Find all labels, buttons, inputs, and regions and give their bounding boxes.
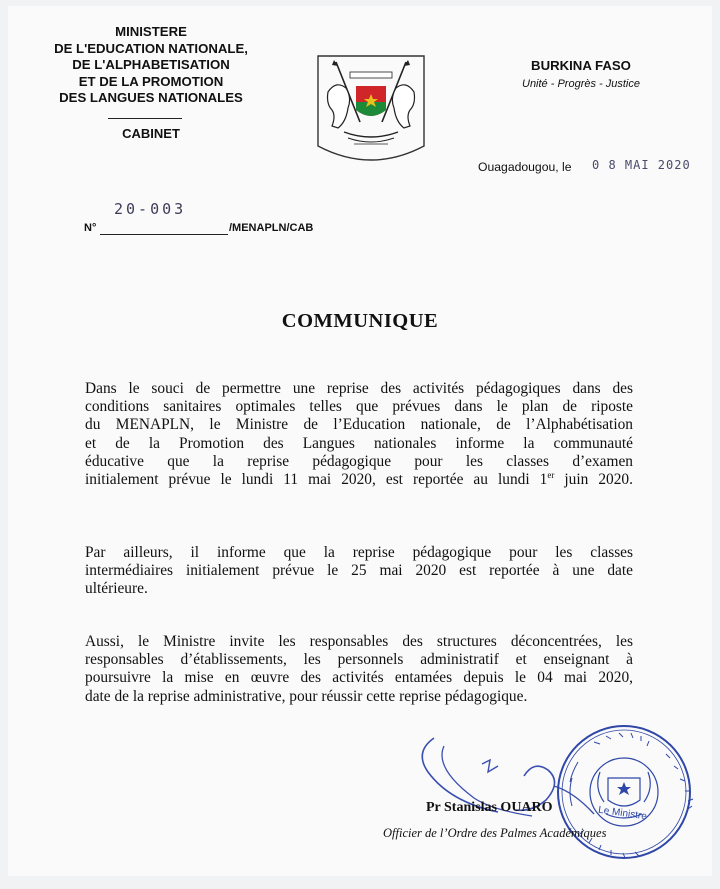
document-title: COMMUNIQUE [281, 310, 439, 332]
paragraph-line: conditions sanitaires optimales telles que prévues dans le plan de riposte [85, 398, 633, 416]
paragraph-line: et de la Promotion des Langues nationales informe la communauté [85, 434, 633, 452]
paragraph-line: Aussi, le Ministre invite les responsables des structures déconcentrées, les [85, 633, 633, 650]
ministry-line: ET DE LA PROMOTION [78, 73, 224, 89]
ordinal-suffix: er [547, 469, 555, 480]
reference-suffix: /MENAPLN/CAB [229, 222, 314, 234]
reference-prefix: N° [84, 222, 97, 234]
final-text: initialement prévue le lundi 11 mai 2020, est reportée au lundi 1 [85, 471, 548, 489]
ministry-line: DE L'ALPHABETISATION [72, 57, 230, 72]
paragraph-3 [85, 633, 633, 706]
paragraph-line-final [85, 471, 633, 489]
paragraph-line: responsables d’établissements, les personnels administratif et enseignant à [85, 651, 633, 669]
reference-underline [100, 234, 228, 235]
country-name: BURKINA FASO [531, 58, 631, 73]
reference-number: 20-003 [114, 200, 187, 218]
paragraph-line: intermédiaires initialement prévue le 25 mai 2020 est reportée à une date [85, 562, 633, 580]
paragraph-2 [85, 544, 633, 599]
national-motto: Unité - Progrès - Justice [522, 78, 640, 90]
cabinet-divider [108, 118, 182, 119]
ministry-header [26, 24, 276, 107]
ministry-line: DE L'EDUCATION NATIONALE, [54, 40, 248, 56]
official-seal-icon [554, 722, 694, 862]
ministry-line: DES LANGUES NATIONALES [59, 90, 243, 105]
place-date-label: Ouagadougou, le [478, 160, 572, 174]
date-stamp: 0 8 MAI 2020 [592, 158, 691, 172]
ministry-line: MINISTERE [115, 24, 187, 39]
final-text-end: juin 2020. [554, 471, 633, 489]
paragraph-line: date de la reprise administrative, pour réussir cette reprise pédagogique. [85, 687, 528, 705]
paragraph-line: du MENAPLN, le Ministre de l’Education nationale, de l’Alphabétisation [85, 416, 633, 434]
paragraph-line: poursuivre la mise en œuvre des activités entamées depuis le 04 mai 2020, [85, 669, 633, 687]
signatory-title: Officier de l’Ordre des Palmes Académiques [383, 826, 607, 840]
paragraph-line: éducative que la reprise pédagogique pour les classes d’examen [85, 452, 633, 470]
seal-caption: Le Ministre [597, 804, 648, 823]
signatory-name: Pr Stanislas OUARO [426, 800, 553, 815]
paragraph-line: ultérieure. [85, 580, 148, 598]
cabinet-label: CABINET [122, 126, 180, 141]
coat-of-arms-icon [314, 52, 428, 168]
paragraph-1 [85, 380, 633, 489]
paragraph-line: Par ailleurs, il informe que la reprise pédagogique pour les classes [85, 544, 633, 561]
paragraph-line: Dans le souci de permettre une reprise des activités pédagogiques dans des [85, 380, 633, 397]
